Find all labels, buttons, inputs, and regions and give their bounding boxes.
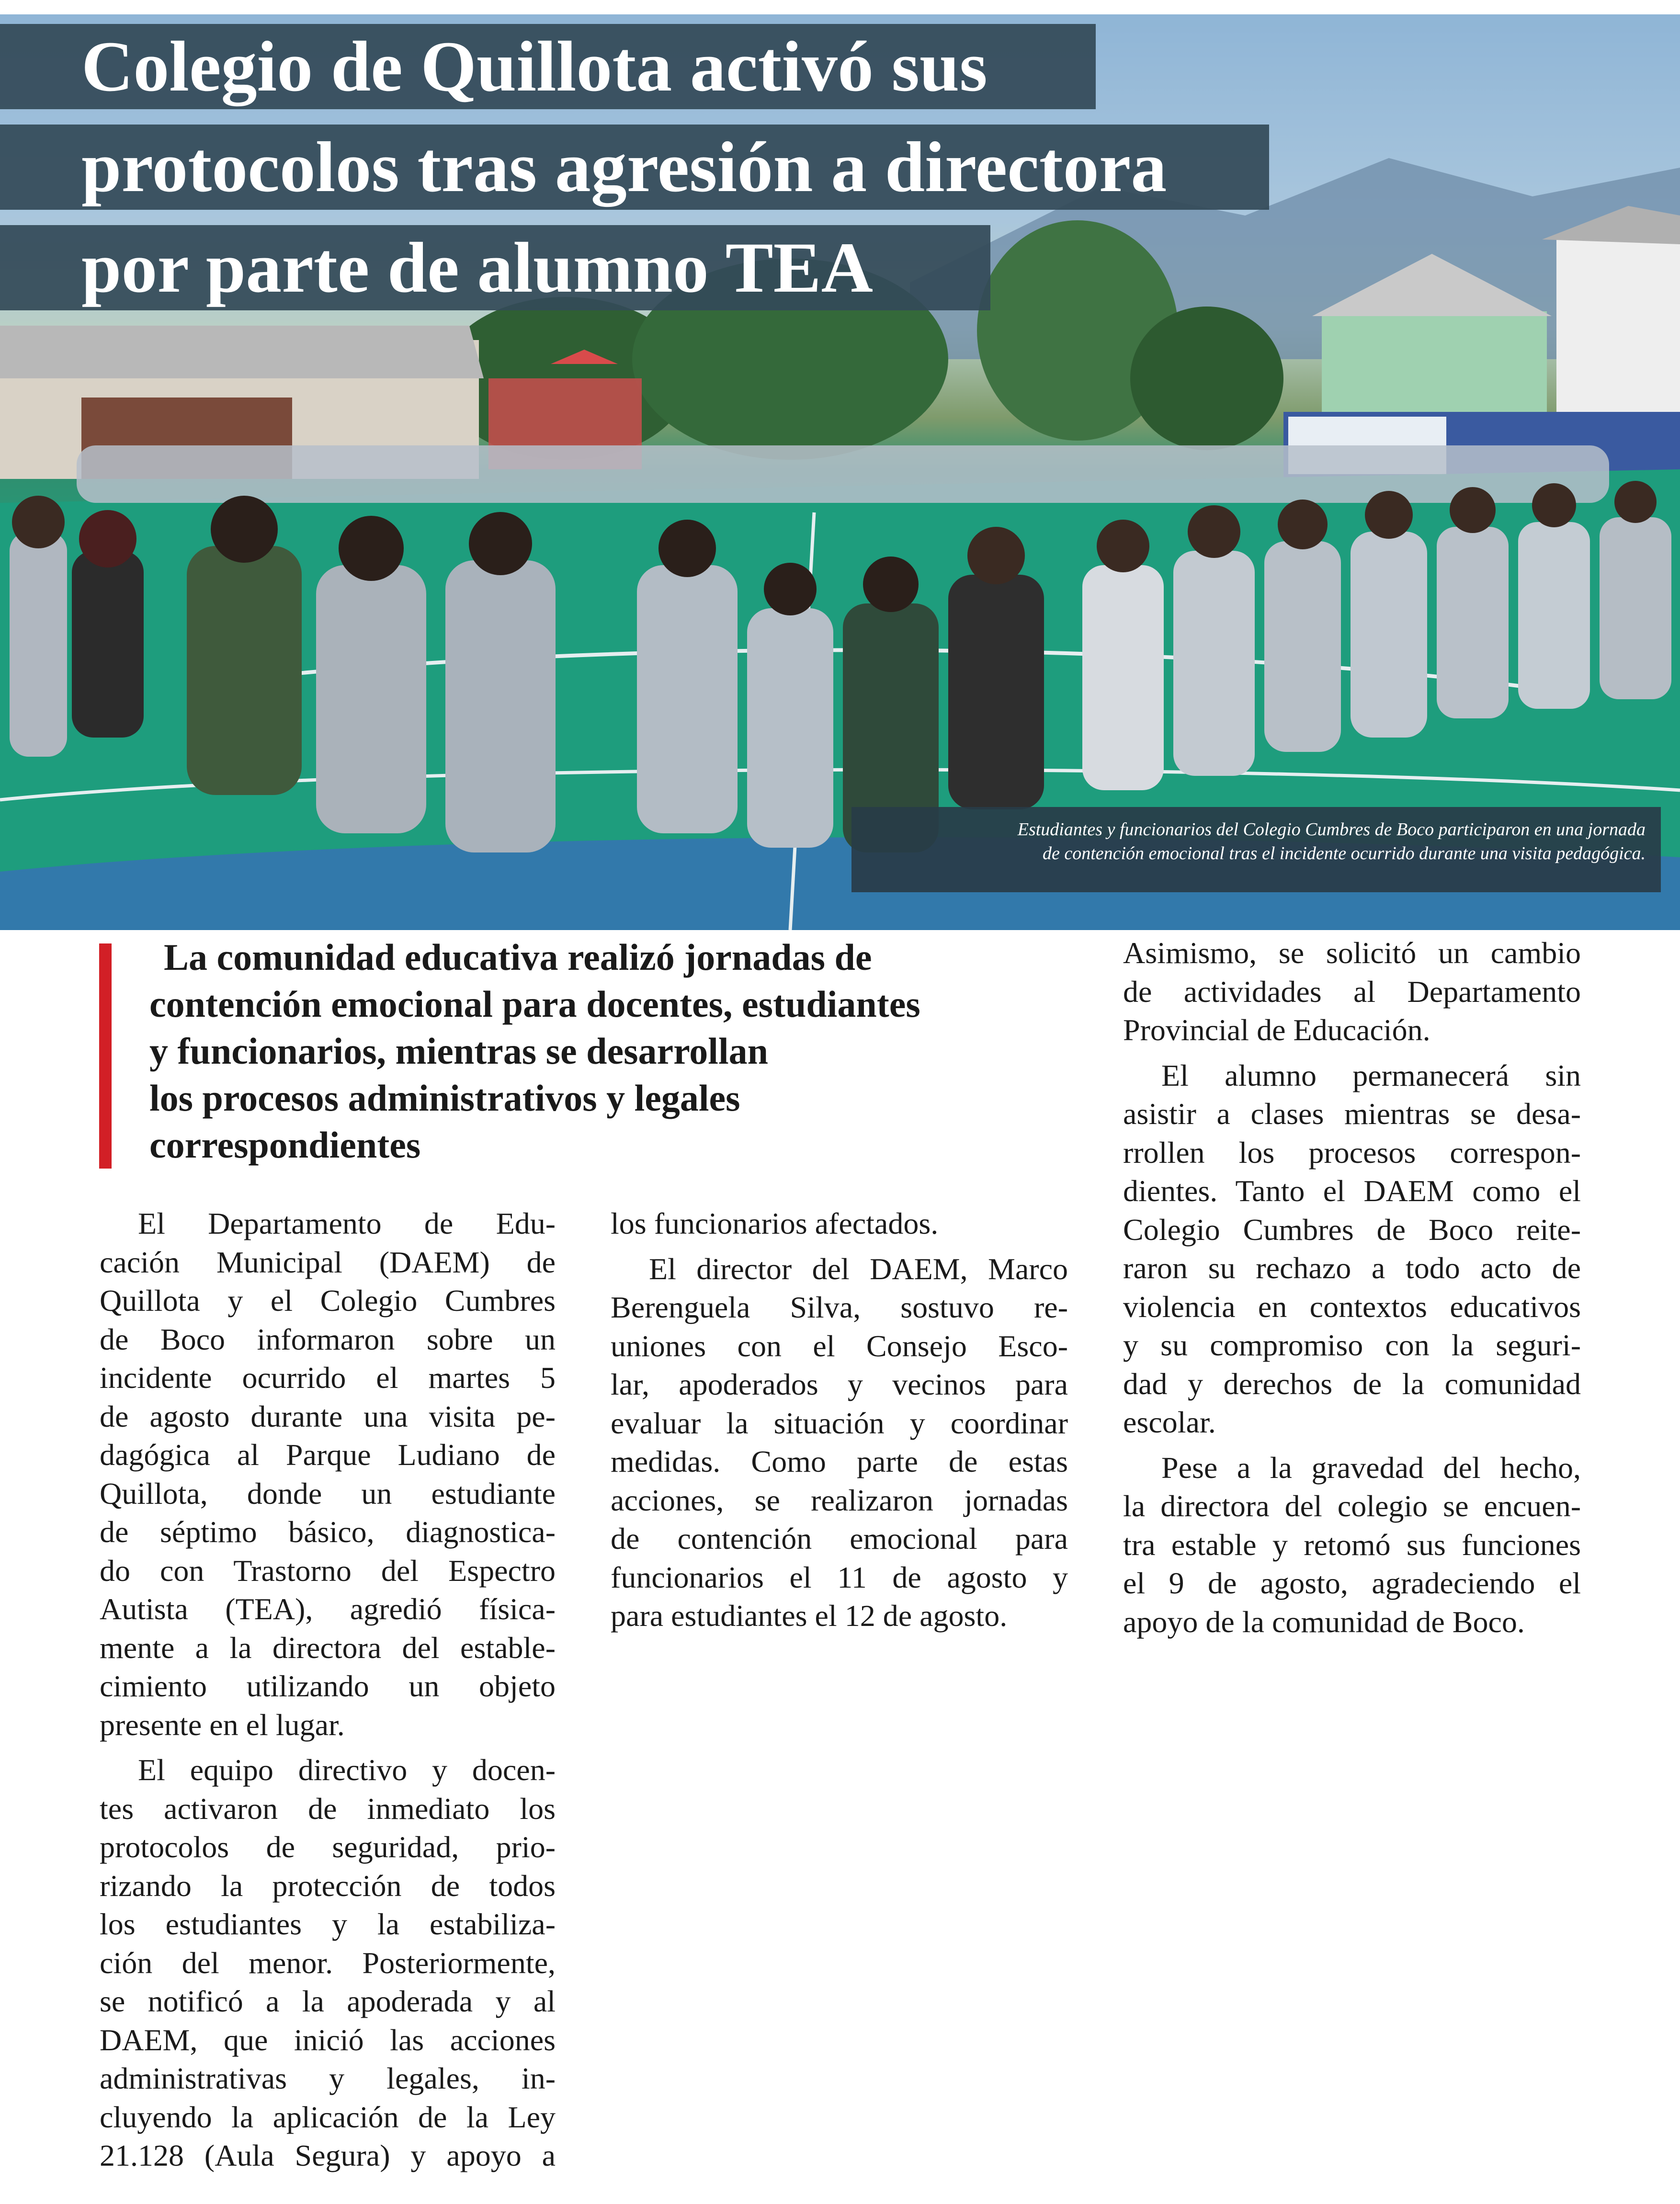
body-paragraph <box>100 1751 556 2175</box>
body-line: los funcionarios afectados. <box>611 1206 939 1240</box>
body-paragraph <box>611 1250 1068 1636</box>
body-line: de actividades al Departamento <box>1123 974 1581 1009</box>
body-line: los estudiantes y la estabiliza- <box>100 1907 556 1941</box>
body-line: tes activaron de inmediato los <box>100 1791 556 1826</box>
body-line: de contención emocional para <box>611 1522 1068 1556</box>
body-line: uniones con el Consejo Esco- <box>611 1329 1068 1363</box>
body-line: El alumno permanecerá sin <box>1161 1058 1581 1092</box>
lead-line: correspondientes <box>149 1124 421 1166</box>
body-line: lar, apoderados y vecinos para <box>611 1367 1068 1401</box>
body-line: de séptimo básico, diagnostica- <box>100 1515 556 1549</box>
body-line: incidente ocurrido el martes 5 <box>100 1361 556 1395</box>
body-line: se notificó a la apoderada y al <box>100 1984 556 2018</box>
headline-line-3: por parte de alumno TEA <box>0 225 990 310</box>
body-line: tra estable y retomó sus funciones <box>1123 1527 1581 1562</box>
body-line: de Boco informaron sobre un <box>100 1322 556 1356</box>
body-paragraph <box>100 1204 556 1744</box>
body-line: presente en el lugar. <box>100 1707 345 1742</box>
lead-line: La comunidad educativa realizó jornadas de <box>164 936 872 978</box>
body-line: Autista (TEA), agredió física- <box>100 1592 556 1626</box>
headline-line-1: Colegio de Quillota activó sus <box>0 24 1096 109</box>
body-line: dad y derechos de la comunidad <box>1123 1366 1581 1401</box>
body-paragraph <box>1123 1057 1581 1442</box>
body-line: Asimismo, se solicitó un cambio <box>1123 936 1581 970</box>
body-line: DAEM, que inició las acciones <box>100 2022 556 2057</box>
lead-accent-bar <box>99 943 112 1169</box>
body-line: Colegio Cumbres de Boco reite- <box>1123 1212 1581 1247</box>
photo-caption <box>851 807 1661 892</box>
body-line: evaluar la situación y coordinar <box>611 1406 1068 1440</box>
body-line: do con Trastorno del Espectro <box>100 1553 556 1588</box>
lead-line: contención emocional para docentes, estudiantes <box>149 983 920 1025</box>
body-line: cimiento utilizando un objeto <box>100 1669 556 1703</box>
body-line: Berenguela Silva, sostuvo re- <box>611 1290 1068 1324</box>
body-line: medidas. Como parte de estas <box>611 1444 1068 1478</box>
body-line: Quillota y el Colegio Cumbres <box>100 1284 556 1318</box>
body-line: Quillota, donde un estudiante <box>100 1476 556 1511</box>
body-line: dagógica al Parque Ludiano de <box>100 1438 556 1472</box>
body-line: rizando la protección de todos <box>100 1868 556 1903</box>
body-line: cluyendo la aplicación de la Ley <box>100 2100 556 2134</box>
body-line: Provincial de Educación. <box>1123 1013 1430 1047</box>
body-line: asistir a clases mientras se desa- <box>1123 1097 1581 1131</box>
body-line: ción del menor. Posteriormente, <box>100 1945 556 1980</box>
body-line: acciones, se realizaron jornadas <box>611 1483 1068 1517</box>
body-line: la directora del colegio se encuen- <box>1123 1489 1581 1523</box>
body-line: 21.128 (Aula Segura) y apoyo a <box>100 2138 556 2172</box>
lead-paragraph <box>149 934 1088 1169</box>
body-line: y su compromiso con la seguri- <box>1123 1328 1581 1362</box>
lead-line: los procesos administrativos y legales <box>149 1077 740 1119</box>
body-line: el 9 de agosto, agradeciendo el <box>1123 1566 1581 1600</box>
body-line: escolar. <box>1123 1405 1216 1439</box>
body-line: dientes. Tanto el DAEM como el <box>1123 1174 1581 1208</box>
body-line: protocolos de seguridad, prio- <box>100 1830 556 1864</box>
body-line: Pese a la gravedad del hecho, <box>1161 1450 1581 1485</box>
body-line: cación Municipal (DAEM) de <box>100 1245 556 1279</box>
body-line: El director del DAEM, Marco <box>649 1251 1068 1286</box>
body-column-1 <box>100 1204 556 2182</box>
body-paragraph <box>611 1204 1068 1243</box>
article-photo <box>0 14 1680 930</box>
body-line: de agosto durante una visita pe- <box>100 1399 556 1433</box>
body-line: El equipo directivo y docen- <box>138 1753 556 1787</box>
body-line: violencia en contextos educativos <box>1123 1289 1581 1324</box>
body-column-2 <box>611 1204 1068 1642</box>
body-line: rrollen los procesos correspon- <box>1123 1135 1581 1170</box>
body-line: mente a la directora del estable- <box>100 1630 556 1665</box>
body-line: raron su rechazo a todo acto de <box>1123 1251 1581 1285</box>
body-line: para estudiantes el 12 de agosto. <box>611 1599 1008 1633</box>
headline-line-2: protocolos tras agresión a directora <box>0 125 1269 210</box>
body-paragraph <box>1123 934 1581 1050</box>
photo-caption-line: Estudiantes y funcionarios del Colegio Cumbres de Boco participaron en una jornada <box>1017 819 1646 840</box>
body-column-3 <box>1123 934 1581 1648</box>
body-line: administrativas y legales, in- <box>100 2061 556 2095</box>
body-line: funcionarios el 11 de agosto y <box>611 1560 1068 1594</box>
photo-caption-line: de contención emocional tras el incidente ocurrido durante una visita pedagógica. <box>1042 843 1646 863</box>
body-paragraph <box>1123 1449 1581 1642</box>
body-line: El Departamento de Edu- <box>138 1206 556 1240</box>
body-line: apoyo de la comunidad de Boco. <box>1123 1604 1525 1639</box>
lead-line: y funcionarios, mientras se desarrollan <box>149 1030 769 1072</box>
